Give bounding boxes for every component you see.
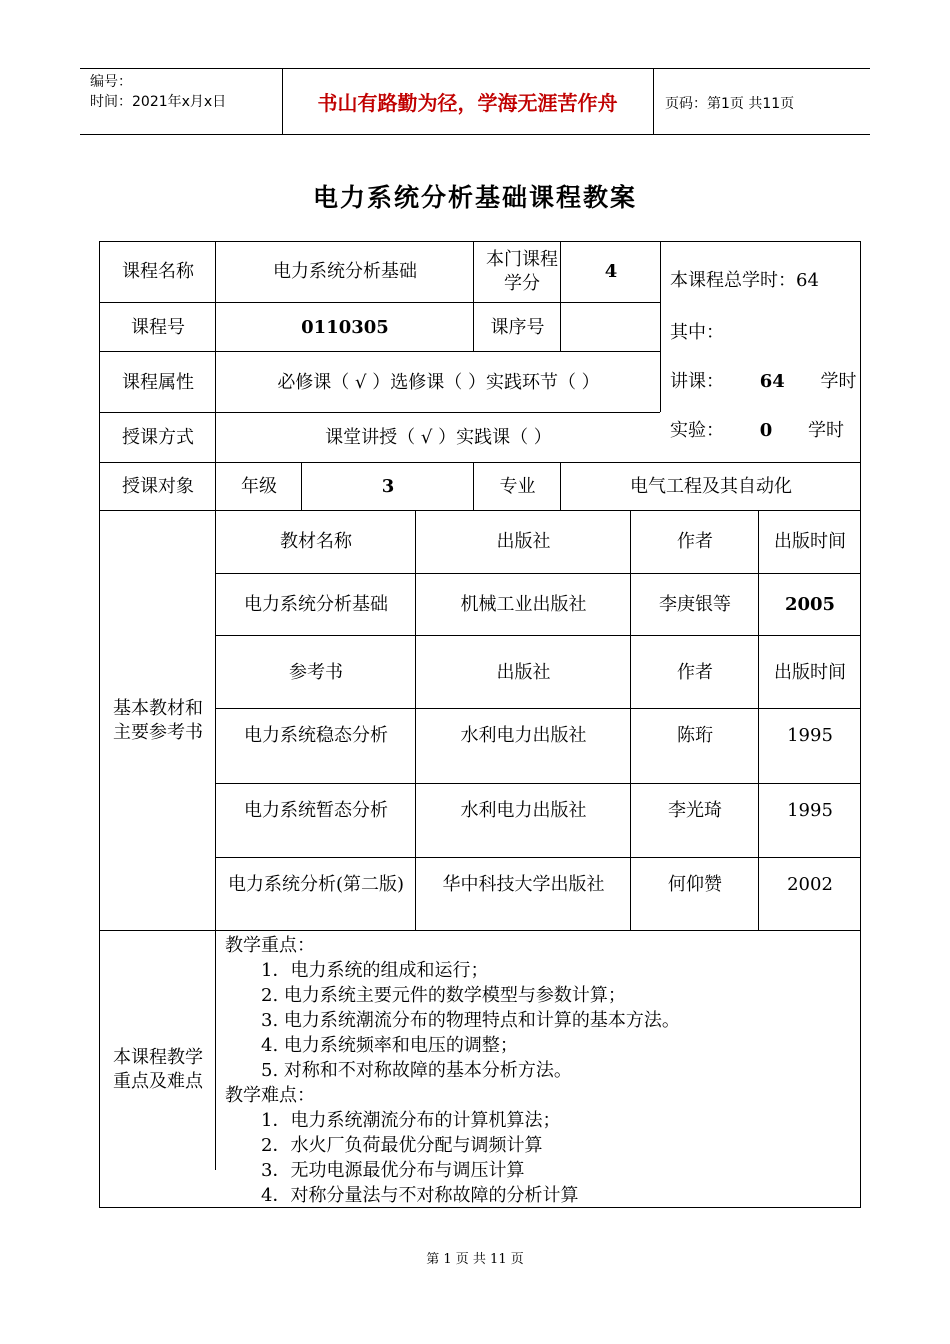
textbook-name: 电力系统分析基础 xyxy=(244,594,388,615)
textbook-publisher: 机械工业出版社 xyxy=(460,594,587,615)
grade-label: 年级 xyxy=(241,476,277,497)
lab-hours xyxy=(670,416,844,442)
difficult-point: 3．无功电源最优分布与调压计算 xyxy=(261,1160,525,1181)
key-points-title: 教学重点： xyxy=(225,935,315,956)
target-label: 授课对象 xyxy=(122,476,194,497)
reference-author: 何仰赞 xyxy=(668,874,722,895)
difficult-points-title: 教学难点： xyxy=(225,1085,315,1106)
reference-publisher: 水利电力出版社 xyxy=(460,724,587,746)
total-hours: 本课程总学时：64 xyxy=(670,270,819,291)
teaching-mode-value: 课堂讲授（ √ ）实践课（ ） xyxy=(325,427,552,448)
emphasis-content xyxy=(225,933,855,1208)
course-name-value: 电力系统分析基础 xyxy=(273,261,417,282)
course-order-value xyxy=(561,303,661,352)
textbook-section-label: 基本教材和主要参考书 xyxy=(113,698,203,743)
difficult-point: 2．水火厂负荷最优分配与调频计算 xyxy=(261,1135,543,1156)
course-order-label: 课序号 xyxy=(490,316,545,338)
course-attribute-value: 必修课（ √ ）选修课（ ）实践环节（ ） xyxy=(277,371,600,393)
reference-header-date: 出版时间 xyxy=(774,661,846,683)
key-point: 4. 电力系统频率和电压的调整； xyxy=(261,1035,518,1056)
among-label: 其中： xyxy=(670,322,724,343)
lecture-label: 讲课： xyxy=(670,371,724,392)
course-name-label: 课程名称 xyxy=(122,261,194,282)
key-point: 3. 电力系统潮流分布的物理特点和计算的基本方法。 xyxy=(261,1010,680,1031)
header-divider xyxy=(653,68,654,135)
reference-header-publisher: 出版社 xyxy=(496,661,551,683)
reference-publisher: 华中科技大学出版社 xyxy=(442,874,605,895)
lab-value: 0 xyxy=(759,420,773,441)
difficult-point: 4．对称分量法与不对称故障的分析计算 xyxy=(261,1185,579,1206)
key-point: 1．电力系统的组成和运行； xyxy=(261,960,489,981)
major-label: 专业 xyxy=(499,476,536,497)
textbook-header-author: 作者 xyxy=(677,531,713,552)
textbook-author: 李庚银等 xyxy=(659,594,731,615)
course-credit-label: 本门课程学分 xyxy=(486,249,558,294)
reference-publisher: 水利电力出版社 xyxy=(460,799,587,821)
course-credit-value: 4 xyxy=(604,261,618,282)
key-point: 2. 电力系统主要元件的数学模型与参数计算； xyxy=(261,985,626,1006)
reference-author: 陈珩 xyxy=(677,724,713,746)
course-number-label: 课程号 xyxy=(131,316,185,338)
reference-date: 1995 xyxy=(787,724,833,746)
teaching-mode-label: 授课方式 xyxy=(122,427,194,448)
reference-name: 电力系统暂态分析 xyxy=(244,799,388,821)
time-label: 时间：2021年x月x日 xyxy=(90,94,227,110)
lab-unit: 学时 xyxy=(808,420,844,441)
reference-date: 2002 xyxy=(787,874,833,895)
header-left xyxy=(90,72,226,112)
major-value: 电气工程及其自动化 xyxy=(630,476,792,497)
textbook-date: 2005 xyxy=(784,594,836,615)
textbook-header-date: 出版时间 xyxy=(774,531,846,552)
lab-label: 实验： xyxy=(670,420,724,441)
reference-name: 电力系统分析(第二版) xyxy=(227,874,405,895)
lecture-unit: 学时 xyxy=(820,371,857,392)
header-motto: 书山有路勤为径，学海无涯苦作舟 xyxy=(317,91,618,115)
document-title: 电力系统分析基础课程教案 xyxy=(312,183,637,212)
course-attribute-label: 课程属性 xyxy=(122,371,194,393)
lecture-hours xyxy=(670,367,857,393)
textbook-header-publisher: 出版社 xyxy=(496,531,551,552)
reference-header-name: 参考书 xyxy=(289,661,343,683)
reference-date: 1995 xyxy=(787,799,833,821)
reference-name: 电力系统稳态分析 xyxy=(244,724,388,746)
course-number-value: 0110305 xyxy=(301,316,389,338)
reference-header-author: 作者 xyxy=(677,661,713,683)
difficult-point: 1．电力系统潮流分布的计算机算法； xyxy=(261,1110,561,1131)
reference-author: 李光琦 xyxy=(668,799,722,821)
emphasis-section-label: 本课程教学重点及难点 xyxy=(113,1046,203,1092)
serial-label: 编号： xyxy=(90,74,132,90)
header-page-info: 页码：第1页 共11页 xyxy=(665,96,795,112)
key-point: 5. 对称和不对称故障的基本分析方法。 xyxy=(261,1060,572,1081)
lecture-value: 64 xyxy=(759,371,785,392)
grade-value: 3 xyxy=(381,476,395,497)
textbook-header-name: 教材名称 xyxy=(280,531,352,552)
page-footer: 第 1 页 共 11 页 xyxy=(426,1252,524,1267)
